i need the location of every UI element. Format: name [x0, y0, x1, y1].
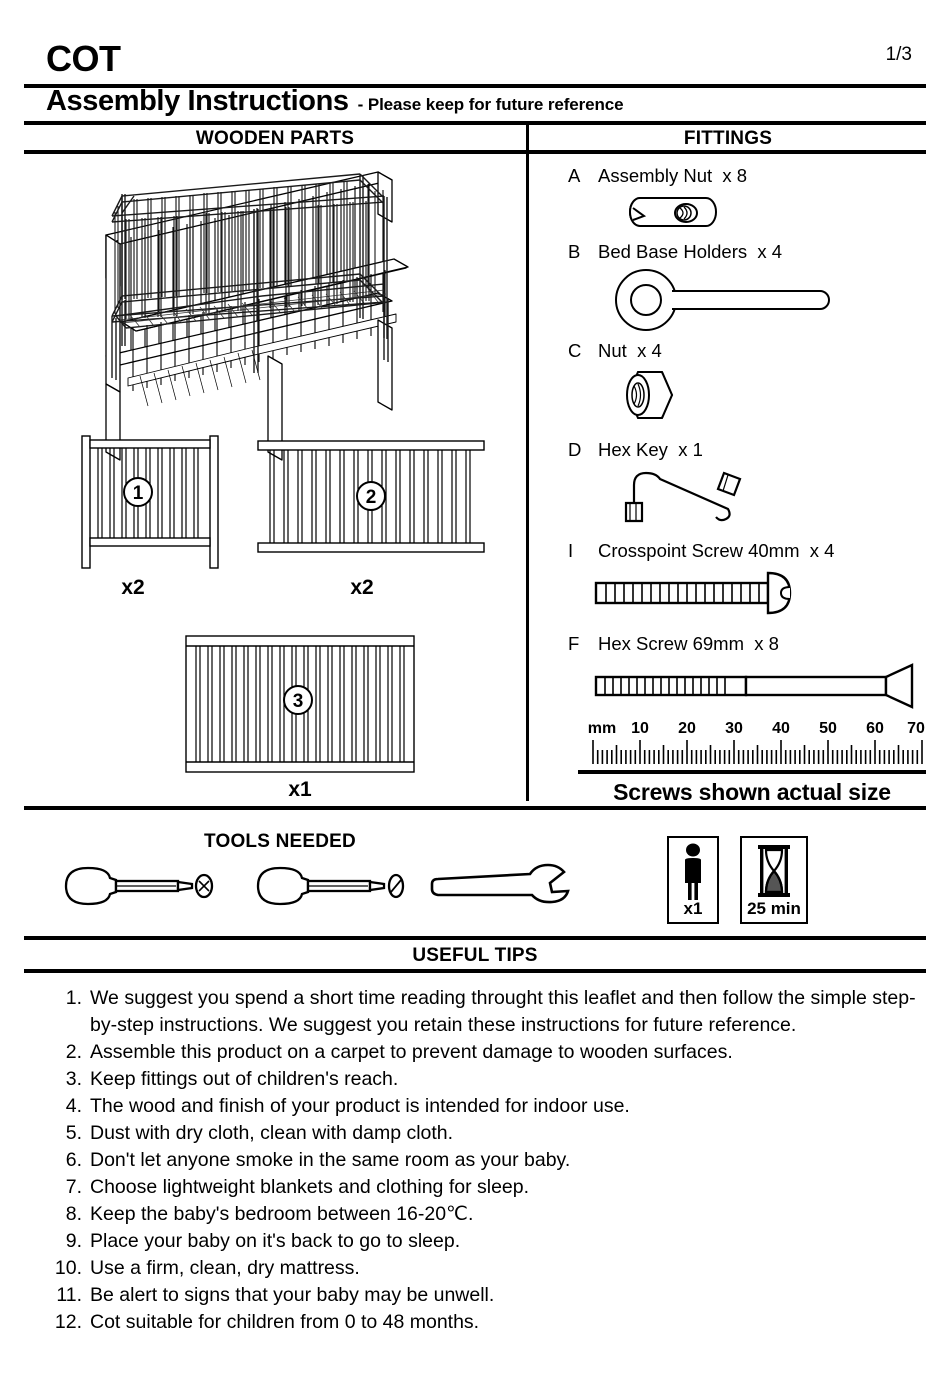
timer-badge-label: 25 min: [747, 899, 801, 918]
tip-item: [46, 1147, 926, 1174]
ruler-baseline: [578, 770, 926, 774]
tip-number: 12.: [54, 1311, 82, 1333]
assembled-cot-detail-icon: [112, 168, 422, 393]
subtitle-block: [46, 87, 624, 116]
tip-number: 7.: [65, 1176, 82, 1198]
tip-text: Be alert to signs that your baby may be unwell.: [90, 1284, 495, 1306]
column-divider: [526, 125, 529, 801]
tip-text: Keep fittings out of children's reach.: [90, 1068, 399, 1090]
ruler-unit-label: mm: [587, 720, 617, 737]
ruler-tick-40: 40: [772, 720, 790, 737]
fitting-row-a: [568, 165, 747, 187]
timer-badge: [740, 836, 808, 924]
fitting-row-d: [568, 439, 703, 461]
fitting-a-code: A: [568, 165, 581, 186]
fitting-d-qty: x 1: [678, 439, 703, 460]
fitting-row-f: [568, 633, 779, 655]
part-3-qty: x1: [288, 778, 312, 801]
fitting-i-code: I: [568, 540, 574, 561]
tip-text: Place your baby on it's back to go to sleep.: [90, 1230, 461, 1252]
tip-item: [46, 1309, 926, 1336]
tip-number: 1.: [65, 987, 82, 1009]
fitting-row-c: [568, 340, 662, 362]
fitting-c-name: Nut: [598, 340, 627, 361]
page-number: 1/3: [885, 44, 912, 65]
ruler-tick-10: 10: [631, 720, 649, 737]
tip-number: 3.: [65, 1068, 82, 1090]
fitting-f-code: F: [568, 633, 580, 654]
tip-text: Keep the baby's bedroom between 16-20℃.: [90, 1203, 474, 1225]
tip-number: 5.: [65, 1122, 82, 1144]
fitting-b-code: B: [568, 241, 581, 262]
spanner-icon: [426, 864, 586, 912]
tip-item: [46, 985, 926, 1039]
tip-item: [46, 1282, 926, 1309]
ruler-tick-60: 60: [866, 720, 884, 737]
bed-base-holder-icon: [608, 268, 838, 332]
divider-above-tips: [24, 936, 926, 940]
cot-end-panel-icon: [78, 432, 223, 572]
assembly-nut-icon: [628, 190, 720, 236]
tip-item: [46, 1174, 926, 1201]
cot-side-panel-icon: [256, 437, 486, 562]
tip-item: [46, 1201, 926, 1228]
crosshead-screwdriver-icon: [58, 862, 218, 910]
nut-icon: [618, 366, 680, 424]
fitting-row-i: [568, 540, 834, 562]
fitting-f-qty: x 8: [754, 633, 779, 654]
fitting-a-name: Assembly Nut: [598, 165, 713, 186]
ruler: [586, 718, 925, 768]
tip-text: Dust with dry cloth, clean with damp cloth.: [90, 1122, 454, 1144]
tools-needed-heading: TOOLS NEEDED: [204, 831, 356, 852]
useful-tips-list: [46, 985, 926, 1336]
ruler-tick-20: 20: [678, 720, 696, 737]
fitting-d-name: Hex Key: [598, 439, 668, 460]
tip-number: 6.: [65, 1149, 82, 1171]
tip-text: We suggest you spend a short time reading throught this leaflet and then follow the simple step-by-step instructions. We suggest you retain these instructions for future reference.: [90, 987, 916, 1036]
hex-screw-icon: [594, 663, 924, 709]
svg-text:3: 3: [292, 691, 304, 712]
crosspoint-screw-icon: [594, 570, 820, 616]
ruler-tick-70: 70: [907, 720, 925, 737]
tip-item: [46, 1066, 926, 1093]
fitting-i-qty: x 4: [809, 540, 835, 561]
tip-number: 2.: [65, 1041, 82, 1063]
tip-item: [46, 1255, 926, 1282]
hourglass-icon: [742, 843, 806, 901]
part-1-qty: x2: [121, 576, 145, 599]
tip-text: Choose lightweight blankets and clothing for sleep.: [90, 1176, 530, 1198]
divider-above-tools: [24, 806, 926, 810]
ruler-tick-50: 50: [819, 720, 837, 737]
ruler-ticks: [586, 738, 922, 768]
divider-under-tips-heading: [24, 969, 926, 973]
fitting-d-code: D: [568, 439, 582, 460]
tip-number: 8.: [65, 1203, 82, 1225]
fittings-heading: FITTINGS: [683, 128, 773, 149]
flathead-screwdriver-icon: [250, 862, 410, 910]
divider-under-column-heads: [24, 150, 926, 154]
cot-bed-base-icon: [184, 634, 416, 774]
fitting-i-name: Crosspoint Screw 40mm: [598, 540, 800, 561]
subtitle: Assembly Instructions: [46, 85, 349, 117]
tip-number: 11.: [56, 1284, 82, 1306]
tip-item: [46, 1039, 926, 1066]
fitting-row-b: [568, 241, 782, 263]
tip-item: [46, 1093, 926, 1120]
tip-item: [46, 1120, 926, 1147]
fitting-c-code: C: [568, 340, 582, 361]
subtitle-note: - Please keep for future reference: [357, 95, 624, 114]
svg-text:1: 1: [132, 483, 144, 504]
fitting-b-name: Bed Base Holders: [598, 241, 748, 262]
wooden-parts-heading: WOODEN PARTS: [195, 128, 355, 149]
useful-tips-heading: USEFUL TIPS: [412, 945, 538, 966]
fitting-c-qty: x 4: [637, 340, 662, 361]
tip-number: 10.: [54, 1257, 82, 1279]
tip-item: [46, 1228, 926, 1255]
divider-under-subtitle: [24, 121, 926, 125]
person-icon: [669, 843, 717, 901]
tip-number: 9.: [65, 1230, 82, 1252]
hex-key-icon: [608, 465, 758, 527]
tip-text: Use a firm, clean, dry mattress.: [90, 1257, 360, 1279]
tip-number: 4.: [65, 1095, 82, 1117]
fitting-b-qty: x 4: [757, 241, 783, 262]
ruler-labels: [586, 718, 925, 738]
fitting-f-name: Hex Screw 69mm: [598, 633, 744, 654]
part-2-qty: x2: [350, 576, 374, 599]
actual-size-caption: Screws shown actual size: [613, 779, 891, 805]
person-badge: [667, 836, 719, 924]
tip-text: The wood and finish of your product is intended for indoor use.: [90, 1095, 630, 1117]
person-badge-label: x1: [683, 899, 703, 918]
tip-text: Don't let anyone smoke in the same room as your baby.: [90, 1149, 571, 1171]
tip-text: Assemble this product on a carpet to prevent damage to wooden surfaces.: [90, 1041, 733, 1063]
fitting-a-qty: x 8: [722, 165, 748, 186]
ruler-tick-30: 30: [725, 720, 743, 737]
svg-text:2: 2: [365, 487, 377, 508]
tip-text: Cot suitable for children from 0 to 48 months.: [90, 1311, 480, 1333]
page-title: COT: [46, 38, 121, 79]
